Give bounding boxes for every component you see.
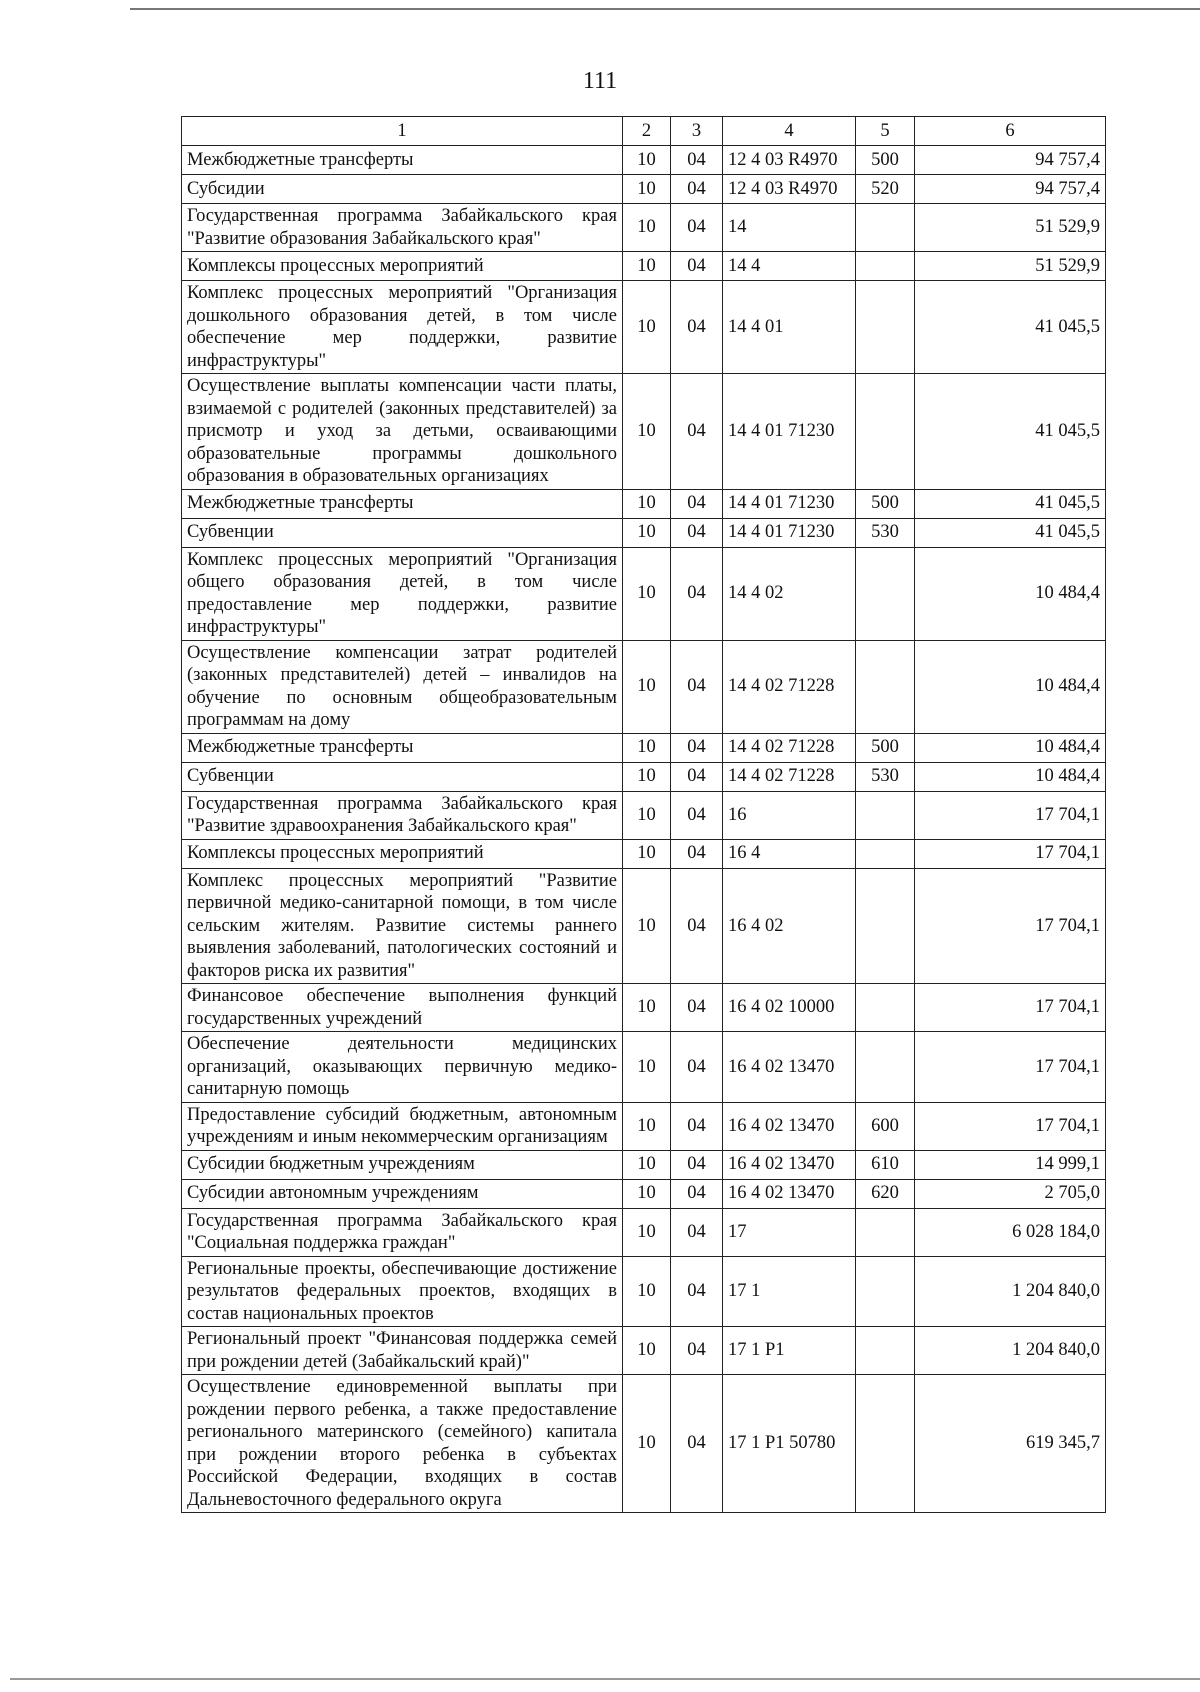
subsection-code-cell: 04 [671,1208,723,1256]
section-code-cell: 10 [623,281,671,374]
amount-cell: 10 484,4 [915,640,1106,733]
table-row [182,374,1106,490]
table-row [182,839,1106,868]
expense-type-cell: 500 [856,733,915,762]
section-code-cell: 10 [623,1208,671,1256]
amount-cell: 17 704,1 [915,868,1106,984]
target-article-cell: 16 4 02 13470 [723,1032,856,1103]
row-name-cell: Субсидии [182,175,623,204]
expense-type-cell [856,984,915,1032]
expense-type-cell [856,791,915,839]
subsection-code-cell: 04 [671,1150,723,1179]
budget-table [181,116,1106,1513]
amount-cell: 41 045,5 [915,374,1106,490]
subsection-code-cell: 04 [671,1179,723,1208]
target-article-cell: 17 1 P1 50780 [723,1375,856,1513]
top-scan-rule [130,8,1200,10]
amount-cell: 14 999,1 [915,1150,1106,1179]
expense-type-cell [856,1208,915,1256]
section-code-cell: 10 [623,547,671,640]
table-row [182,1150,1106,1179]
target-article-cell: 12 4 03 R4970 [723,146,856,175]
target-article-cell: 17 1 P1 [723,1327,856,1375]
amount-cell: 619 345,7 [915,1375,1106,1513]
amount-cell: 94 757,4 [915,146,1106,175]
subsection-code-cell: 04 [671,868,723,984]
table-header-row [182,117,1106,146]
target-article-cell: 14 4 01 71230 [723,518,856,547]
table-row [182,175,1106,204]
section-code-cell: 10 [623,146,671,175]
table-row [182,1179,1106,1208]
expense-type-cell: 530 [856,762,915,791]
subsection-code-cell: 04 [671,1375,723,1513]
target-article-cell: 17 [723,1208,856,1256]
row-name-cell: Субсидии автономным учреждениям [182,1179,623,1208]
subsection-code-cell: 04 [671,984,723,1032]
header-col-4: 4 [723,117,856,146]
subsection-code-cell: 04 [671,374,723,490]
amount-cell: 17 704,1 [915,839,1106,868]
table-row [182,762,1106,791]
header-col-1: 1 [182,117,623,146]
row-name-cell: Обеспечение деятельности медицинских организаций, оказывающих первичную медико-санитарную помощь [182,1032,623,1103]
target-article-cell: 16 4 02 [723,868,856,984]
row-name-cell: Межбюджетные трансферты [182,489,623,518]
subsection-code-cell: 04 [671,489,723,518]
table-row [182,281,1106,374]
amount-cell: 17 704,1 [915,791,1106,839]
table-row [182,733,1106,762]
row-name-cell: Комплексы процессных мероприятий [182,252,623,281]
expense-type-cell [856,1375,915,1513]
header-col-6: 6 [915,117,1106,146]
row-name-cell: Субвенции [182,518,623,547]
amount-cell: 10 484,4 [915,733,1106,762]
amount-cell: 6 028 184,0 [915,1208,1106,1256]
subsection-code-cell: 04 [671,839,723,868]
row-name-cell: Региональные проекты, обеспечивающие достижение результатов федеральных проектов, входящих в состав национальных проектов [182,1256,623,1327]
section-code-cell: 10 [623,175,671,204]
subsection-code-cell: 04 [671,518,723,547]
table-row [182,868,1106,984]
header-col-5: 5 [856,117,915,146]
amount-cell: 41 045,5 [915,281,1106,374]
table-row [182,1327,1106,1375]
target-article-cell: 14 4 01 71230 [723,374,856,490]
expense-type-cell [856,1327,915,1375]
section-code-cell: 10 [623,733,671,762]
table-row [182,1032,1106,1103]
subsection-code-cell: 04 [671,146,723,175]
amount-cell: 51 529,9 [915,204,1106,252]
amount-cell: 51 529,9 [915,252,1106,281]
table-row [182,252,1106,281]
section-code-cell: 10 [623,791,671,839]
row-name-cell: Осуществление единовременной выплаты при рождении первого ребенка, а также предоставление регионального материнского (семейного) капитала при рождении второго ребенка в субъектах Российской Федерации, входящих в состав Дальневосточного федерального округа [182,1375,623,1513]
subsection-code-cell: 04 [671,281,723,374]
expense-type-cell [856,374,915,490]
subsection-code-cell: 04 [671,175,723,204]
target-article-cell: 14 4 02 [723,547,856,640]
target-article-cell: 16 [723,791,856,839]
target-article-cell: 16 4 02 13470 [723,1102,856,1150]
row-name-cell: Субвенции [182,762,623,791]
amount-cell: 10 484,4 [915,547,1106,640]
target-article-cell: 16 4 02 13470 [723,1150,856,1179]
target-article-cell: 14 4 [723,252,856,281]
row-name-cell: Осуществление компенсации затрат родителей (законных представителей) детей – инвалидов на обучение по основным общеобразовательным программам на дому [182,640,623,733]
row-name-cell: Осуществление выплаты компенсации части платы, взимаемой с родителей (законных представителей) за присмотр и уход за детьми, осваивающими образовательные программы дошкольного образования в образовательных организациях [182,374,623,490]
target-article-cell: 14 4 01 [723,281,856,374]
table-row [182,489,1106,518]
row-name-cell: Государственная программа Забайкальского края "Развитие образования Забайкальского края" [182,204,623,252]
expense-type-cell: 520 [856,175,915,204]
amount-cell: 17 704,1 [915,1102,1106,1150]
table-row [182,547,1106,640]
subsection-code-cell: 04 [671,733,723,762]
section-code-cell: 10 [623,762,671,791]
section-code-cell: 10 [623,204,671,252]
row-name-cell: Межбюджетные трансферты [182,733,623,762]
expense-type-cell: 620 [856,1179,915,1208]
section-code-cell: 10 [623,252,671,281]
amount-cell: 1 204 840,0 [915,1256,1106,1327]
amount-cell: 17 704,1 [915,1032,1106,1103]
expense-type-cell: 530 [856,518,915,547]
table-body [182,146,1106,1513]
amount-cell: 17 704,1 [915,984,1106,1032]
expense-type-cell: 600 [856,1102,915,1150]
row-name-cell: Субсидии бюджетным учреждениям [182,1150,623,1179]
section-code-cell: 10 [623,1256,671,1327]
target-article-cell: 16 4 02 13470 [723,1179,856,1208]
subsection-code-cell: 04 [671,252,723,281]
subsection-code-cell: 04 [671,547,723,640]
row-name-cell: Предоставление субсидий бюджетным, автономным учреждениям и иным некоммерческим организациям [182,1102,623,1150]
row-name-cell: Комплекс процессных мероприятий "Организация дошкольного образования детей, в том числе обеспечение мер поддержки, развитие инфраструктуры" [182,281,623,374]
target-article-cell: 16 4 02 10000 [723,984,856,1032]
table-row [182,146,1106,175]
bottom-scan-rule [10,1678,1200,1680]
expense-type-cell: 610 [856,1150,915,1179]
table-row [182,518,1106,547]
subsection-code-cell: 04 [671,1256,723,1327]
expense-type-cell [856,1032,915,1103]
expense-type-cell: 500 [856,489,915,518]
subsection-code-cell: 04 [671,1032,723,1103]
row-name-cell: Государственная программа Забайкальского края "Развитие здравоохранения Забайкальского края" [182,791,623,839]
target-article-cell: 14 4 01 71230 [723,489,856,518]
table-row [182,1102,1106,1150]
row-name-cell: Государственная программа Забайкальского края "Социальная поддержка граждан" [182,1208,623,1256]
section-code-cell: 10 [623,489,671,518]
header-col-3: 3 [671,117,723,146]
row-name-cell: Региональный проект "Финансовая поддержка семей при рождении детей (Забайкальский край)" [182,1327,623,1375]
row-name-cell: Межбюджетные трансферты [182,146,623,175]
subsection-code-cell: 04 [671,791,723,839]
row-name-cell: Комплекс процессных мероприятий "Организация общего образования детей, в том числе предоставление мер поддержки, развитие инфраструктуры" [182,547,623,640]
table-row [182,204,1106,252]
section-code-cell: 10 [623,984,671,1032]
row-name-cell: Финансовое обеспечение выполнения функций государственных учреждений [182,984,623,1032]
target-article-cell: 17 1 [723,1256,856,1327]
expense-type-cell [856,868,915,984]
page-number: 111 [582,68,618,94]
section-code-cell: 10 [623,1179,671,1208]
expense-type-cell [856,281,915,374]
section-code-cell: 10 [623,1102,671,1150]
expense-type-cell [856,547,915,640]
amount-cell: 10 484,4 [915,762,1106,791]
table-row [182,791,1106,839]
amount-cell: 94 757,4 [915,175,1106,204]
target-article-cell: 16 4 [723,839,856,868]
section-code-cell: 10 [623,1375,671,1513]
amount-cell: 41 045,5 [915,518,1106,547]
table-row [182,1208,1106,1256]
section-code-cell: 10 [623,374,671,490]
subsection-code-cell: 04 [671,762,723,791]
section-code-cell: 10 [623,518,671,547]
target-article-cell: 14 4 02 71228 [723,762,856,791]
amount-cell: 41 045,5 [915,489,1106,518]
amount-cell: 1 204 840,0 [915,1327,1106,1375]
target-article-cell: 14 [723,204,856,252]
section-code-cell: 10 [623,1150,671,1179]
expense-type-cell: 500 [856,146,915,175]
table-row [182,984,1106,1032]
expense-type-cell [856,1256,915,1327]
table-row [182,640,1106,733]
expense-type-cell [856,252,915,281]
subsection-code-cell: 04 [671,1327,723,1375]
expense-type-cell [856,204,915,252]
section-code-cell: 10 [623,868,671,984]
section-code-cell: 10 [623,1032,671,1103]
section-code-cell: 10 [623,1327,671,1375]
target-article-cell: 14 4 02 71228 [723,640,856,733]
table-row [182,1256,1106,1327]
section-code-cell: 10 [623,640,671,733]
header-col-2: 2 [623,117,671,146]
section-code-cell: 10 [623,839,671,868]
subsection-code-cell: 04 [671,640,723,733]
target-article-cell: 14 4 02 71228 [723,733,856,762]
expense-type-cell [856,839,915,868]
amount-cell: 2 705,0 [915,1179,1106,1208]
table-row [182,1375,1106,1513]
target-article-cell: 12 4 03 R4970 [723,175,856,204]
row-name-cell: Комплексы процессных мероприятий [182,839,623,868]
subsection-code-cell: 04 [671,204,723,252]
expense-type-cell [856,640,915,733]
subsection-code-cell: 04 [671,1102,723,1150]
row-name-cell: Комплекс процессных мероприятий "Развитие первичной медико-санитарной помощи, в том числе сельским жителям. Развитие системы раннего выявления заболеваний, патологических состояний и факторов риска их развития" [182,868,623,984]
